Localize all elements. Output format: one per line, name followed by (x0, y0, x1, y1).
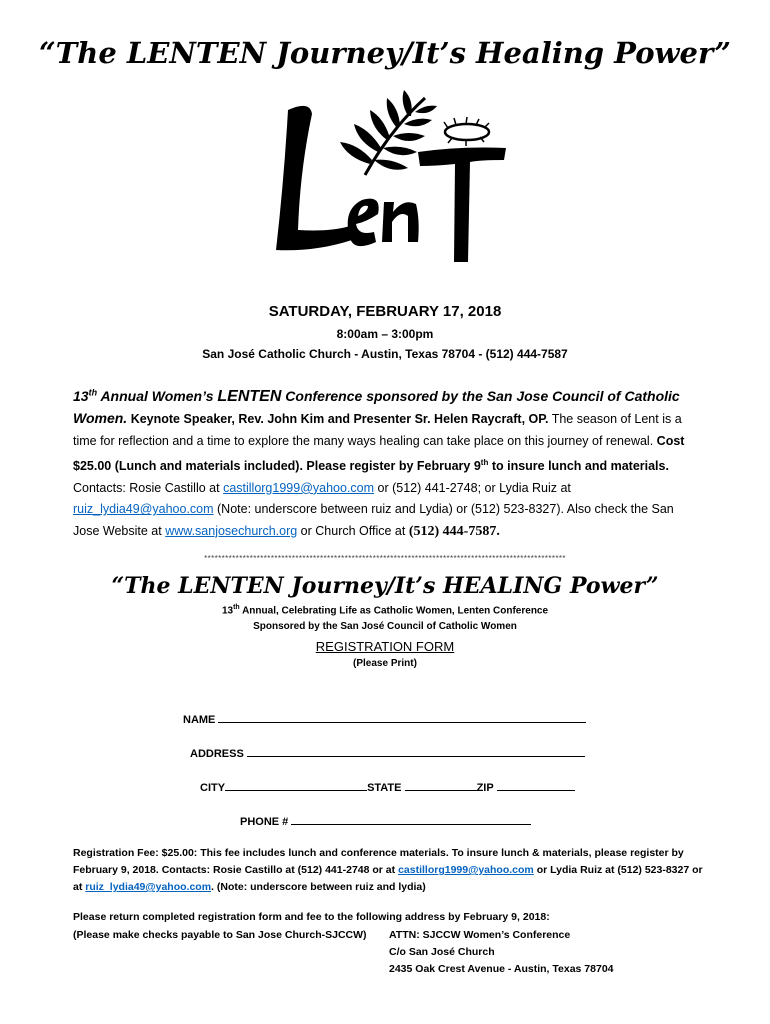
intro-contacts: Contacts: Rosie Castillo at (73, 480, 224, 495)
palm-branch-and-crown-of-thorns-icon (270, 90, 510, 265)
intro-paragraph: 13th Annual Women’s LENTEN Conference sponsored by the San Jose Council of Catholic Women. Keynote Speaker, Rev. John Kim and Presenter Sr. Helen Raycraft, OP. The season of Lent is a time for reflection and a time to explore the many ways healing can take place on this journey of renewal. Cost $25.00 (Lunch and materials included). Please register by February 9th to insure lunch and materials. Contacts: Rosie Castillo at castillorg1999@yahoo.com or (512) 441-2748; or Lydia Ruiz at ruiz_lydia49@yahoo.com (Note: underscore between ruiz and Lydia) or (512) 523-8327). Also check the San Jose Website at www.sanjosechurch.org or Church Office at (512) 444-7587. (73, 387, 685, 539)
intro-cost: Cost $25.00 (Lunch and materials included). Please register by February 9th to insure lunch and materials. (73, 433, 685, 474)
page-title: “The LENTEN Journey/It’s Healing Power” (38, 36, 731, 70)
office-phone: (512) 444-7587. (408, 523, 500, 539)
city-state-zip-row (200, 778, 575, 794)
fee-email-castillo[interactable]: castillorg1999@yahoo.com (398, 864, 534, 876)
mailing-address: 2435 Oak Crest Avenue - Austin, Texas 78704 (389, 963, 614, 975)
fee-email-ruiz[interactable]: ruiz_lydia49@yahoo.com (85, 881, 212, 893)
return-instructions: Please return completed registration form and fee to the following address by February 9, 2018: (73, 911, 550, 923)
city-label: CITY (200, 782, 226, 794)
website-link[interactable]: www.sanjosechurch.org (165, 523, 298, 538)
name-field[interactable] (218, 710, 586, 723)
name-field-row (183, 710, 586, 726)
attn-line: ATTN: SJCCW Women’s Conference (389, 929, 571, 941)
name-label: NAME (183, 714, 216, 726)
intro-season: The season of Lent is a time for reflection and a time to explore the many ways healing can take place on this journey of renewal. (73, 412, 682, 448)
phone-label: PHONE # (240, 816, 289, 828)
zip-label: ZIP (476, 782, 494, 794)
state-field[interactable] (405, 778, 477, 791)
care-of-line: C/o San José Church (389, 946, 495, 958)
email-link-ruiz[interactable]: ruiz_lydia49@yahoo.com (73, 502, 214, 517)
form-subtitle-1: 13th Annual, Celebrating Life as Catholic Women, Lenten Conference (221, 604, 549, 617)
event-location: San José Catholic Church - Austin, Texas 78704 - (512) 444-7587 (202, 347, 568, 361)
please-print-note: (Please Print) (353, 658, 417, 669)
lent-logo (270, 90, 510, 265)
address-label: ADDRESS (190, 748, 244, 760)
event-time: 8:00am – 3:00pm (336, 327, 434, 341)
intro-annual: 13th Annual Women’s LENTEN Conference sponsored by the San Jose Council of Catholic Women. (73, 387, 680, 427)
form-title: “The LENTEN Journey/It’s HEALING Power” (111, 573, 659, 599)
email-link-castillo[interactable]: castillorg1999@yahoo.com (223, 480, 375, 495)
address-field-row (190, 744, 585, 760)
checks-payable-note: (Please make checks payable to San Jose Church-SJCCW) (73, 929, 367, 941)
city-field[interactable] (225, 778, 367, 791)
registration-form-heading: REGISTRATION FORM (315, 639, 455, 654)
divider: ******************************************************************************************************* (204, 554, 566, 563)
intro-keynote: Keynote Speaker, Rev. John Kim and Presenter Sr. Helen Raycraft, OP. (130, 412, 549, 427)
event-date: SATURDAY, FEBRUARY 17, 2018 (268, 303, 502, 320)
state-label: STATE (367, 782, 402, 794)
form-subtitle-2: Sponsored by the San José Council of Catholic Women (253, 621, 517, 632)
phone-field[interactable] (291, 812, 531, 825)
fee-paragraph: Registration Fee: $25.00: This fee includes lunch and conference materials. To insure lunch & materials, please register by February 9, 2018. Contacts: Rosie Castillo at (512) 441-2748 or at castillorg1999@yahoo.com or Lydia Ruiz at (512) 523-8327 or at ruiz_lydia49@yahoo.com. (Note: underscore between ruiz and lydia) (73, 847, 703, 893)
zip-field[interactable] (497, 778, 575, 791)
phone-field-row (240, 812, 531, 828)
address-field[interactable] (247, 744, 585, 757)
